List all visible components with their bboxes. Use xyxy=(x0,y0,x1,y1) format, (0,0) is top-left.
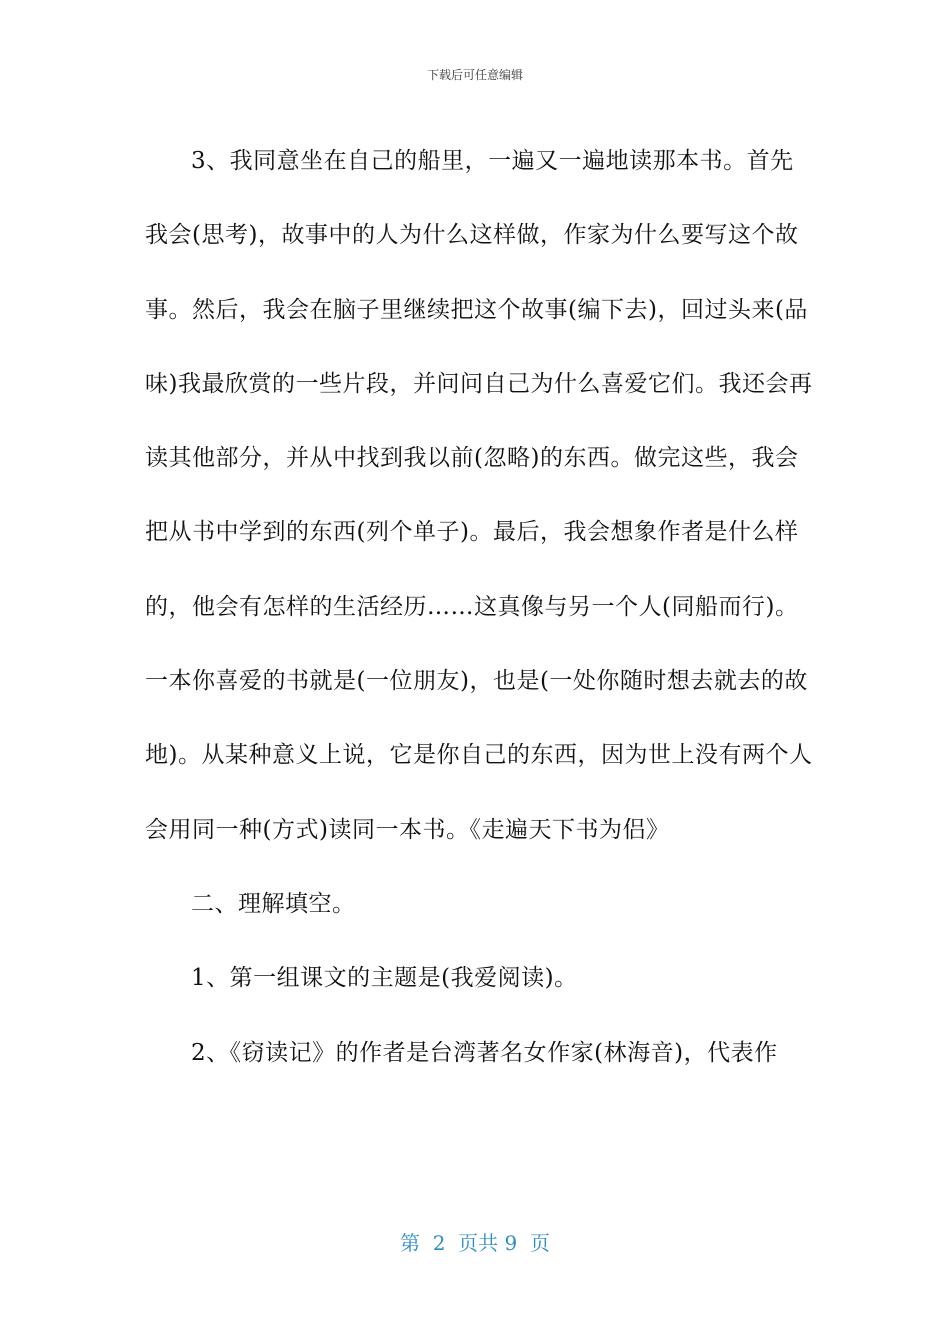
page-number-footer: 第 2 页共 9 页 xyxy=(400,1231,550,1255)
paragraph-question-1: 1、第一组课文的主题是(我爱阅读)。 xyxy=(191,965,578,992)
page-header: 下载后可任意编辑 xyxy=(426,68,523,82)
paragraph-question-2: 2、《窃读记》的作者是台湾著名女作家(林海音)，代表作 xyxy=(191,1039,778,1066)
paragraph-section-heading: 二、理解填空。 xyxy=(191,890,356,917)
document-body xyxy=(145,124,813,1090)
paragraph-reading-question-3: 3、我同意坐在自己的船里，一遍又一遍地读那本书。首先我会(思考)，故事中的人为什么这样做，作家为什么要写这个故事。然后，我会在脑子里继续把这个故事(编下去)，回过头来(品味)我最欣赏的一些片段，并问问自己为什么喜爱它们。我还会再读其他部分，并从中找到我以前(忽略)的东西。做完这些，我会把从书中学到的东西(列个单子)。最后，我会想象作者是什么样的，他会有怎样的生活经历……这真像与另一个人(同船而行)。一本你喜爱的书就是(一位朋友)，也是(一处你随时想去就去的故地)。从某种意义上说，它是你自己的东西，因为世上没有两个人会用同一种(方式)读同一本书。《走遍天下书为侣》 xyxy=(145,148,813,843)
